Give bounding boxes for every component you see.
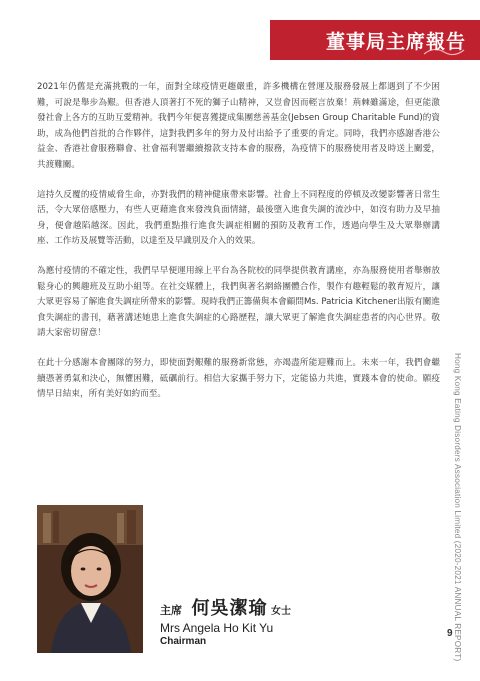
chairman-title-zh: 主席 bbox=[160, 604, 182, 617]
chairman-name-en: Mrs Angela Ho Kit Yu bbox=[160, 621, 274, 635]
portrait-illustration bbox=[37, 505, 143, 653]
chairman-signature bbox=[160, 594, 291, 620]
chairman-role-en: Chairman bbox=[160, 636, 207, 647]
chairman-name-zh bbox=[160, 594, 291, 620]
chairman-fullname-zh: 何吳潔瑜 bbox=[191, 598, 268, 619]
paragraph: 為應付疫情的不確定性，我們早早便運用線上平台為各院校的同學提供教育講座，亦為服務使用者舉辦放鬆身心的興趣班及互助小組等。在社交媒體上，我們與著名網絡團體合作，製作有趣輕鬆的教育短片，讓大眾更容易了解進食失調症所帶來的影響。現時我們正籌備與本會顧問Ms. Patricia Kitchener出版有關進食失調症的書刊，藉著講述她患上進食失調症的心路歷程，讓大眾更了解進食失調症患者的內心世界。敬請大家密切留意！ bbox=[37, 265, 440, 339]
page-title: 董事局主席報告 bbox=[325, 31, 466, 53]
chairman-honorific-zh: 女士 bbox=[271, 606, 291, 617]
report-body bbox=[37, 80, 440, 417]
side-report-title: Hong Kong Eating Disorders Association Limited (2020-2021 ANNUAL REPORT) bbox=[453, 353, 462, 662]
paragraph: 2021年仍舊是充滿挑戰的一年，面對全球疫情更趨嚴重，許多機構在營運及服務發展上都遇到了不少困難，可說是舉步為艱。但香港人頂著打不死的獅子山精神，又豈會因而輕言放棄！荊棘雖滿途，但更能激發社會上各方的互助互愛精神。我們今年便喜獲捷成集團慈善基金(Jebsen Group Charitable Fund)的資助，成為他們首批的合作夥伴，這對我們多年的努力及付出給予了重要的肯定。同時，我們亦感謝香港公益金、香港社會服務聯會、社會福利署繼續撥款支持本會的服務，為疫情下的服務使用者及時送上關愛，共渡難關。 bbox=[37, 82, 440, 170]
chairman-portrait bbox=[37, 505, 143, 653]
paragraph: 這持久反覆的疫情威脅生命，亦對我們的精神健康帶來影響。社會上不同程度的停頓及改變影響著日常生活，令大眾倍感壓力，有些人更藉進食來發洩負面情緒，最後墮入進食失調的流沙中，如沒有助力及早抽身，便會越陷越深。因此，我們重點推行進食失調症相關的預防及教育工作，透過向學生及大眾舉辦講座、工作坊及展覽等活動，以達至及早識別及介入的效果。 bbox=[37, 189, 440, 247]
paragraph: 在此十分感謝本會團隊的努力，即使面對艱難的服務新常態，亦竭盡所能迎難而上。未來一年，我們會繼續憑著勇氣和決心，無懼困難，砥礪前行。相信大家攜手努力下，定能協力共進，實踐本會的使命。願疫情早日結束，所有美好如約而至。 bbox=[37, 357, 440, 400]
page-number: 9 bbox=[447, 628, 453, 639]
